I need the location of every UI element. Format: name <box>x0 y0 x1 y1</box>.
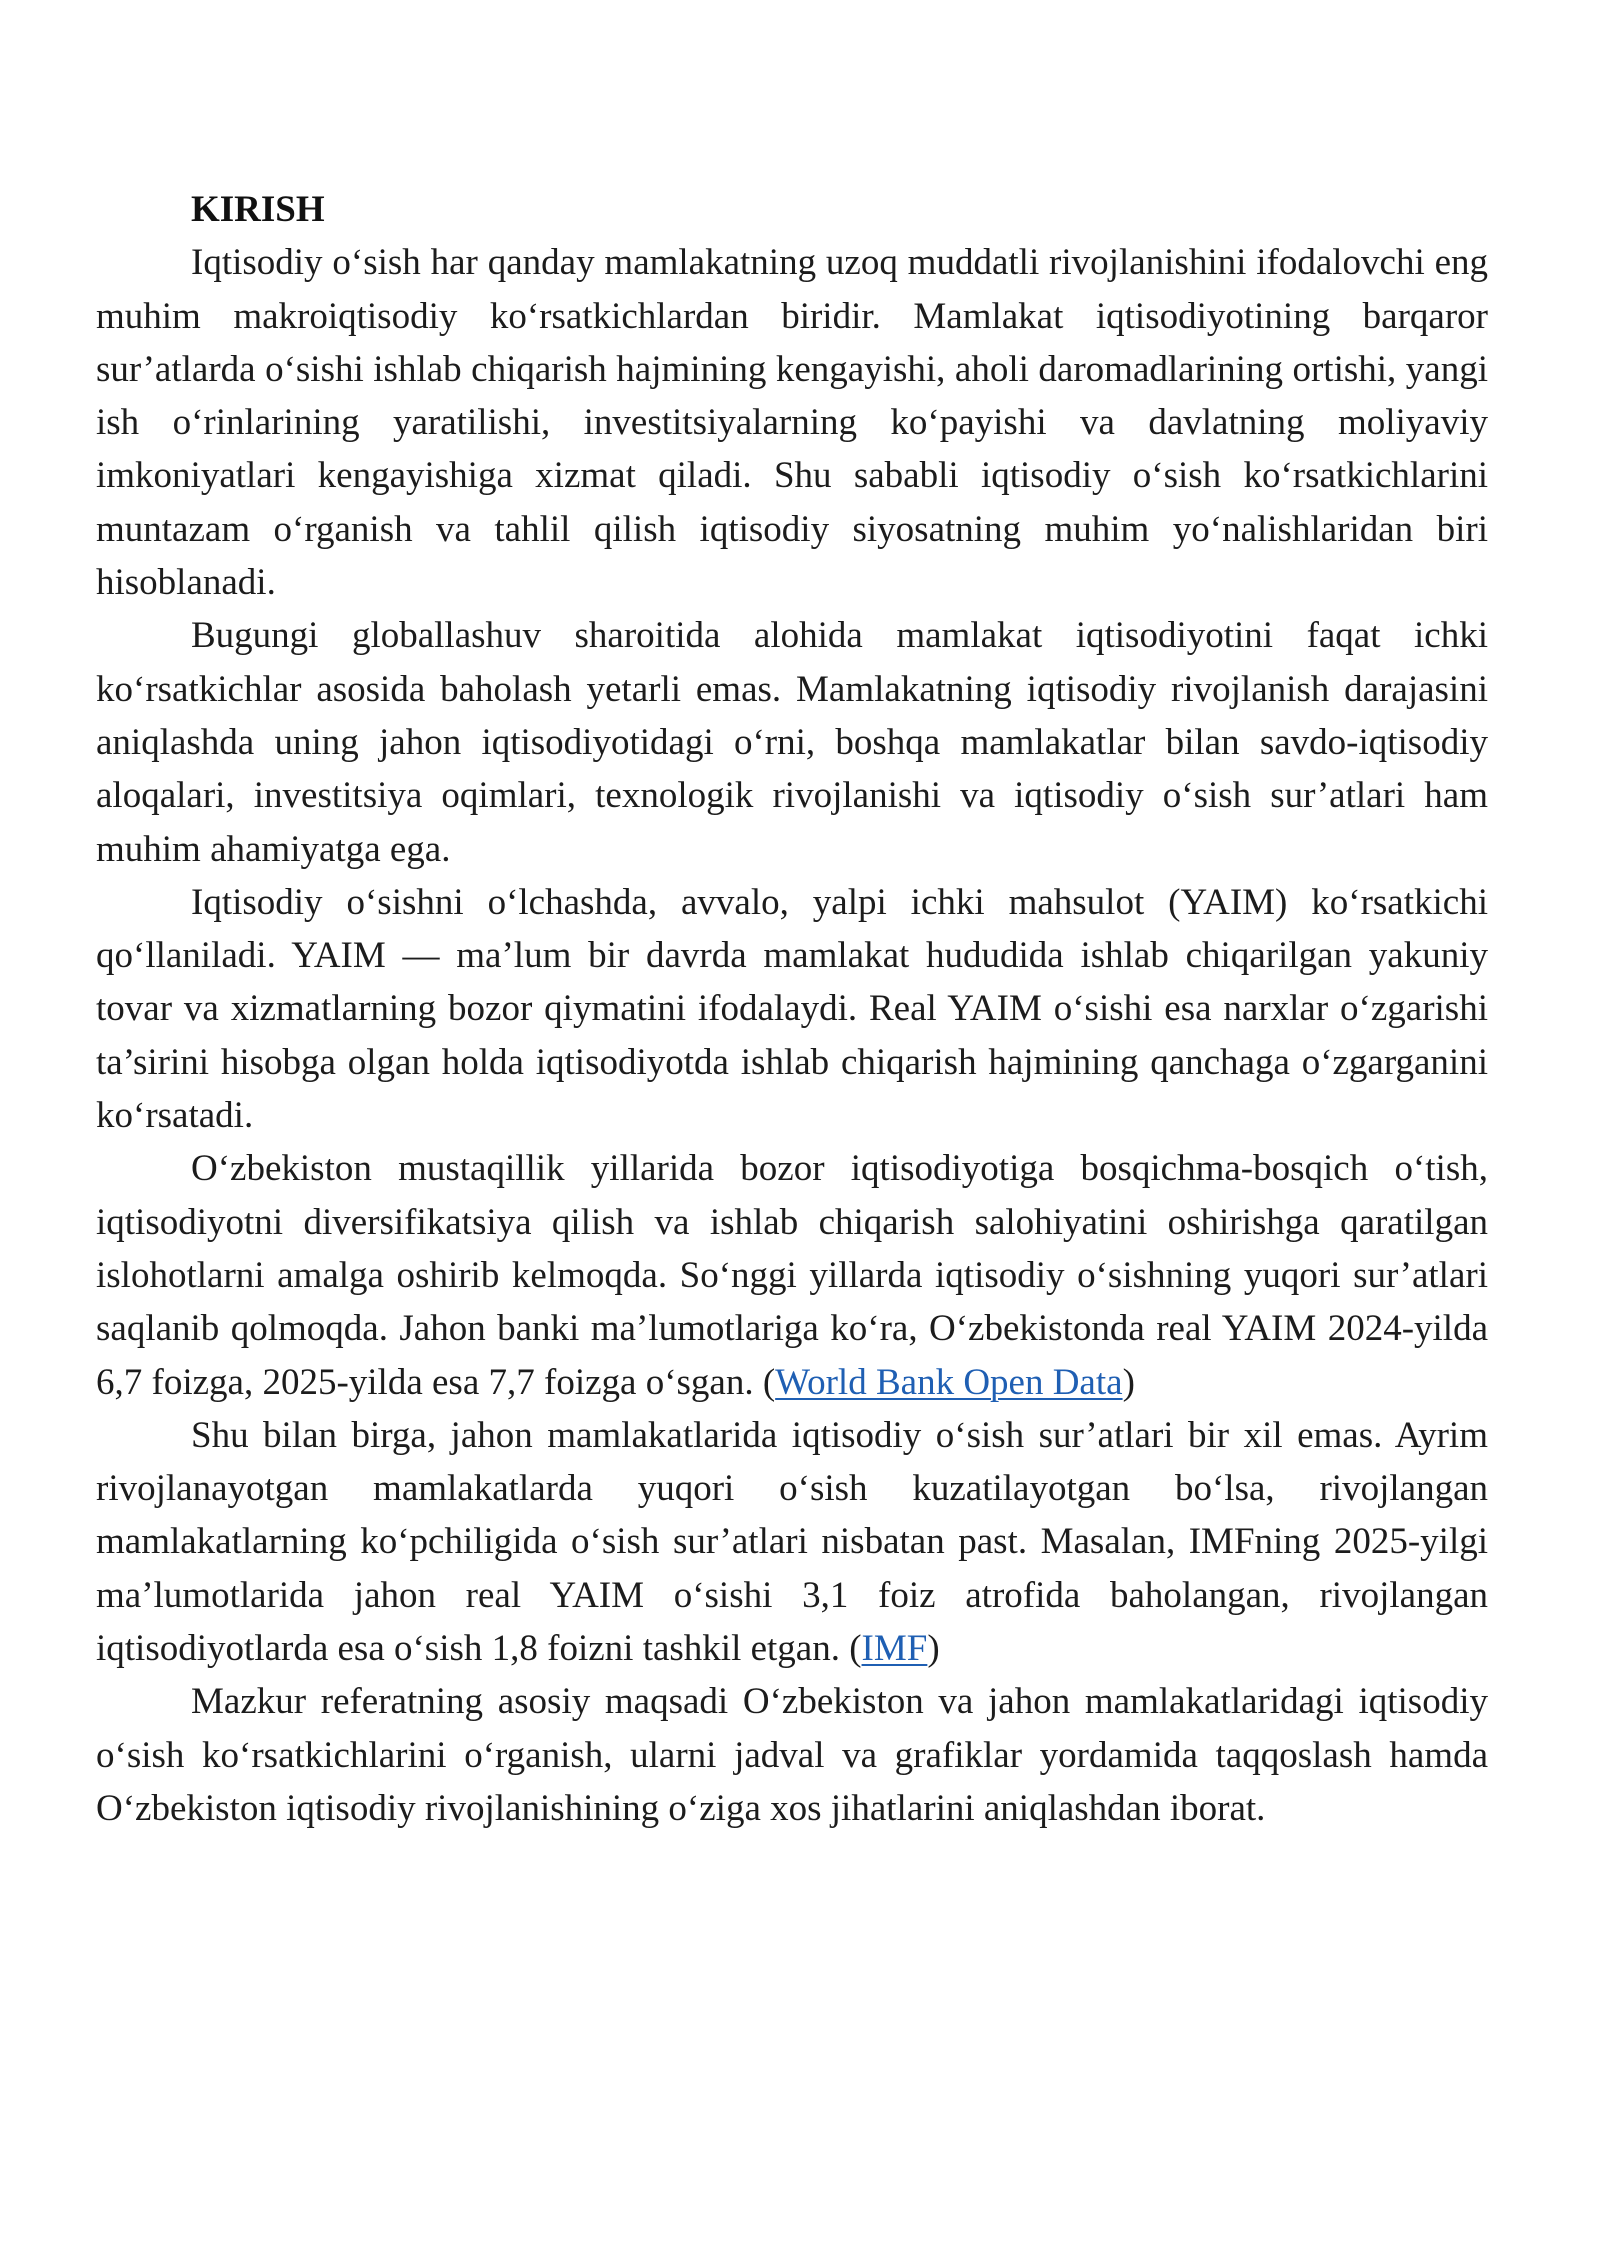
paragraph-6: Mazkur referatning asosiy maqsadi O‘zbekiston va jahon mamlakatlaridagi iqtisodiy o‘sish ko‘rsatkichlarini o‘rganish, ularni jadval va grafiklar yordamida taqqoslash hamda O‘zbekiston iqtisodiy rivojlanishining o‘ziga xos jihatlarini aniqlashdan iborat. <box>96 1681 1488 1829</box>
section-heading: KIRISH <box>191 189 325 230</box>
paragraph-3: Iqtisodiy o‘sishni o‘lchashda, avvalo, yalpi ichki mahsulot (YAIM) ko‘rsatkichi qo‘llaniladi. YAIM — ma’lum bir davrda mamlakat hududida ishlab chiqarilgan yakuniy tovar va xizmatlarning bozor qiymatini ifodalaydi. Real YAIM o‘sishi esa narxlar o‘zgarishi ta’sirini hisobga olgan holda iqtisodiyotda ishlab chiqarish hajmining qanchaga o‘zgarganini ko‘rsatadi. <box>96 881 1488 1137</box>
paragraph-4 <box>96 1142 1488 1408</box>
imf-link[interactable]: IMF <box>861 1628 928 1670</box>
document-page <box>96 183 1488 1835</box>
world-bank-open-data-link[interactable]: World Bank Open Data <box>775 1361 1123 1403</box>
paragraph-1: Iqtisodiy o‘sish har qanday mamlakatning uzoq muddatli rivojlanishini ifodalovchi eng muhim makroiqtisodiy ko‘rsatkichlardan biridir. Mamlakat iqtisodiyotining barqaror sur’atlarda o‘sishi ishlab chiqarish hajmining kengayishi, aholi daromadlarining ortishi, yangi ish o‘rinlarining yaratilishi, investitsiyalarning ko‘payishi va davlatning moliyaviy imkoniyatlari kengayishiga xizmat qiladi. Shu sababli iqtisodiy o‘sish ko‘rsatkichlarini muntazam o‘rganish va tahlil qilish iqtisodiy siyosatning muhim yo‘nalishlaridan biri hisoblanadi. <box>96 242 1488 604</box>
paragraph-4-text: O‘zbekiston mustaqillik yillarida bozor iqtisodiyotiga bosqichma-bosqich o‘tish, iqtisodiyotni diversifikatsiya qilish va ishlab chiqarish salohiyatini oshirishga qaratilgan islohotlarni amalga oshirib kelmoqda. So‘nggi yillarda iqtisodiy o‘sishning yuqori sur’atlari saqlanib qolmoqda. Jahon banki ma’lumotlariga ko‘ra, O‘zbekistonda real YAIM 2024-yilda 6,7 foizga, 2025-yilda esa 7,7 foizga o‘sgan. ( <box>96 1148 1488 1403</box>
paragraph-5-text: Shu bilan birga, jahon mamlakatlarida iqtisodiy o‘sish sur’atlari bir xil emas. Ayrim rivojlanayotgan mamlakatlarda yuqori o‘sish kuzatilayotgan bo‘lsa, rivojlangan mamlakatlarning ko‘pchiligida o‘sish sur’atlari nisbatan past. Masalan, IMFning 2025-yilgi ma’lumotlarida jahon real YAIM o‘sishi 3,1 foiz atrofida baholangan, rivojlangan iqtisodiyotlarda esa o‘sish 1,8 foizni tashkil etgan. ( <box>96 1414 1488 1670</box>
paragraph-2: Bugungi globallashuv sharoitida alohida mamlakat iqtisodiyotini faqat ichki ko‘rsatkichlar asosida baholash yetarli emas. Mamlakatning iqtisodiy rivojlanish darajasini aniqlashda uning jahon iqtisodiyotidagi o‘rni, boshqa mamlakatlar bilan savdo-iqtisodiy aloqalari, investitsiya oqimlari, texnologik rivojlanishi va iqtisodiy o‘sish sur’atlari ham muhim ahamiyatga ega. <box>96 615 1488 870</box>
paragraph-4-closing: ) <box>1122 1361 1135 1403</box>
paragraph-5-closing: ) <box>927 1628 940 1670</box>
paragraph-5 <box>96 1409 1488 1675</box>
